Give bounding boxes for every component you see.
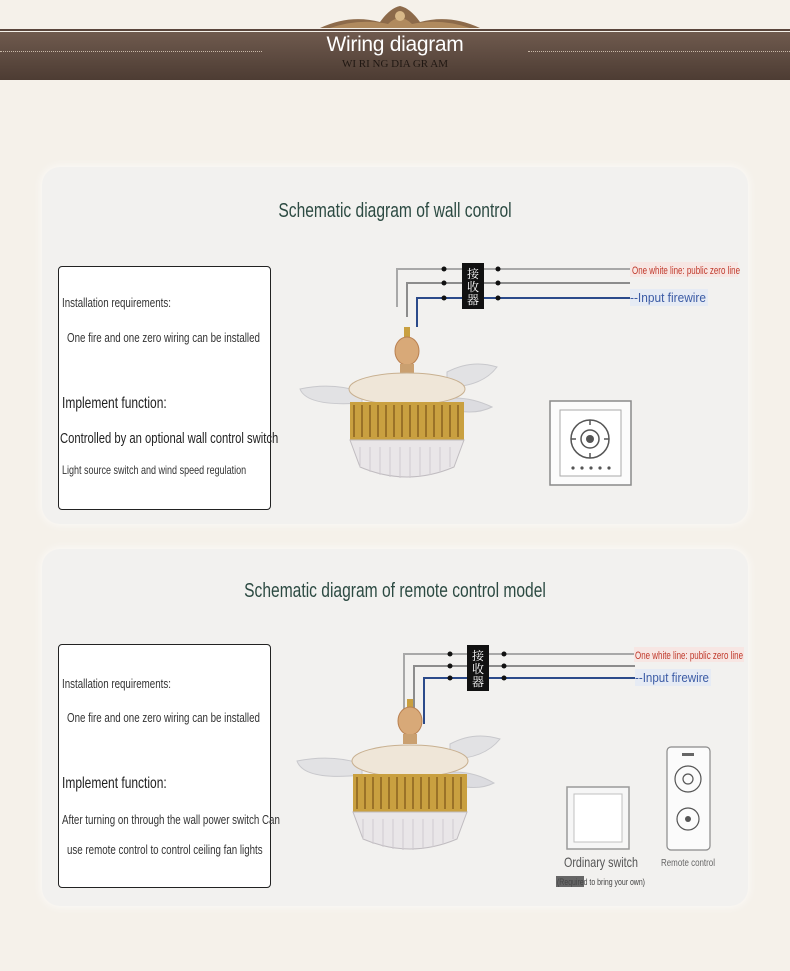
receiver-char-3: 器 <box>471 675 485 689</box>
install-text: One fire and one zero wiring can be installed <box>67 330 260 345</box>
wire-bundle <box>404 654 635 724</box>
receiver-char-1: 接 <box>471 649 485 663</box>
receiver-char-3: 器 <box>466 293 480 307</box>
remote-control-panel <box>42 549 748 906</box>
remote-control <box>667 747 710 850</box>
function-heading: Implement function: <box>62 395 167 412</box>
ceiling-fan-light <box>297 699 500 850</box>
header-ornament <box>310 4 490 32</box>
white-line-label: One white line: public zero line <box>632 265 740 277</box>
install-text: One fire and one zero wiring can be installed <box>67 710 260 725</box>
white-line-label: One white line: public zero line <box>635 650 743 662</box>
wire-bundle <box>397 269 630 327</box>
function-line-1: After turning on through the wall power switch Can <box>62 812 280 827</box>
receiver-char-2: 收 <box>466 280 480 294</box>
receiver-char-2: 收 <box>471 662 485 676</box>
function-heading: Implement function: <box>62 775 167 792</box>
ceiling-fan-light <box>300 327 497 478</box>
function-line-1: Controlled by an optional wall control switch <box>60 430 279 447</box>
receiver-char-1: 接 <box>466 267 480 281</box>
function-line-2: use remote control to control ceiling fan lights <box>67 842 263 857</box>
wall-control-panel <box>42 167 748 524</box>
ordinary-switch-note: (Required to bring your own) <box>557 877 645 887</box>
remote-control-label: Remote control <box>661 858 715 869</box>
page-subtitle: WI RI NG DIA GR AM <box>341 58 449 70</box>
header-top-rule <box>0 29 790 31</box>
fire-line-label: --Input firewire <box>630 290 706 305</box>
wall-control-title: Schematic diagram of wall control <box>278 200 512 222</box>
page-title: Wiring diagram <box>326 33 464 56</box>
ordinary-switch <box>567 787 629 849</box>
wall-control-diagram <box>42 167 748 524</box>
fire-line-label: --Input firewire <box>635 670 709 685</box>
wall-control-switch <box>550 401 631 485</box>
ordinary-switch-label: Ordinary switch <box>564 854 638 870</box>
remote-control-title: Schematic diagram of remote control model <box>244 580 546 602</box>
install-heading: Installation requirements: <box>62 295 171 310</box>
install-heading: Installation requirements: <box>62 676 171 691</box>
function-line-2: Light source switch and wind speed regulation <box>62 463 247 477</box>
remote-control-diagram <box>42 549 748 906</box>
